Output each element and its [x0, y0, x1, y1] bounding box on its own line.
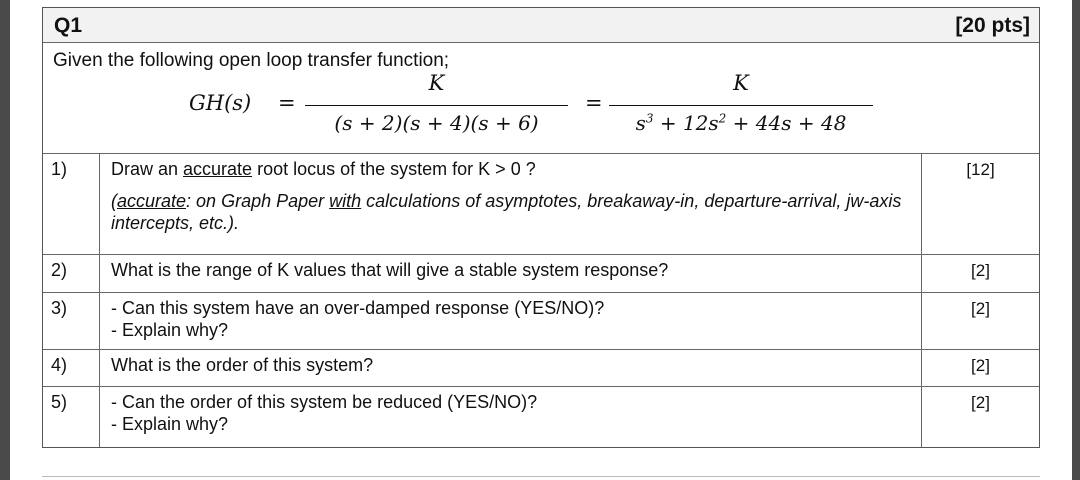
- question-item-5: [43, 387, 1039, 447]
- item-points: [12]: [966, 160, 995, 179]
- fraction-bar: [305, 105, 568, 106]
- item-note: (accurate: on Graph Paper with calculations of asymptotes, breakaway-in, departure-arrival, jw-axis intercepts, etc.).: [111, 191, 902, 233]
- question-label: Q1: [54, 14, 83, 37]
- item-points: [2]: [971, 261, 990, 280]
- item-text: - Can this system have an over-damped response (YES/NO)? - Explain why?: [100, 293, 922, 349]
- intro-text: Given the following open loop transfer function;: [53, 50, 450, 71]
- question-table: [42, 7, 1040, 448]
- fraction-expanded-denominator: $s^3 + 12s^2 + 44s + 48$: [635, 111, 847, 135]
- item-number: 5): [43, 387, 100, 447]
- fraction-factored-numerator: K: [428, 71, 445, 95]
- given-section: [43, 43, 1039, 154]
- item-text: What is the order of this system?: [100, 350, 922, 386]
- question-header: [43, 8, 1039, 43]
- formula-lhs: GH(s): [189, 91, 252, 115]
- item-number: 2): [43, 255, 100, 292]
- item-points: [2]: [971, 393, 990, 412]
- document-page: [10, 0, 1072, 480]
- item-number: 1): [43, 154, 100, 254]
- fraction-expanded-numerator: K: [733, 71, 749, 95]
- total-points: [20 pts]: [955, 14, 1030, 37]
- formula-equals-2: =: [585, 91, 603, 115]
- item-text: - Can the order of this system be reduced (YES/NO)? - Explain why?: [100, 387, 922, 447]
- item-number: 4): [43, 350, 100, 386]
- item-number: 3): [43, 293, 100, 349]
- question-item-4: [43, 350, 1039, 387]
- question-item-3: [43, 293, 1039, 350]
- divider: [42, 476, 1040, 477]
- item-text: Draw an accurate root locus of the system for K > 0 ? (accurate: on Graph Paper with calculations of asymptotes, breakaway-in, departure-arrival, jw-axis intercepts, etc.).: [100, 154, 922, 254]
- fraction-bar: [609, 105, 873, 106]
- item-points: [2]: [971, 299, 990, 318]
- item-points: [2]: [971, 356, 990, 375]
- question-item-2: [43, 255, 1039, 293]
- fraction-factored-denominator: (s + 2)(s + 4)(s + 6): [334, 111, 539, 135]
- formula-equals-1: =: [278, 91, 296, 115]
- item-text: What is the range of K values that will give a stable system response?: [100, 255, 922, 292]
- question-item-1: [43, 154, 1039, 255]
